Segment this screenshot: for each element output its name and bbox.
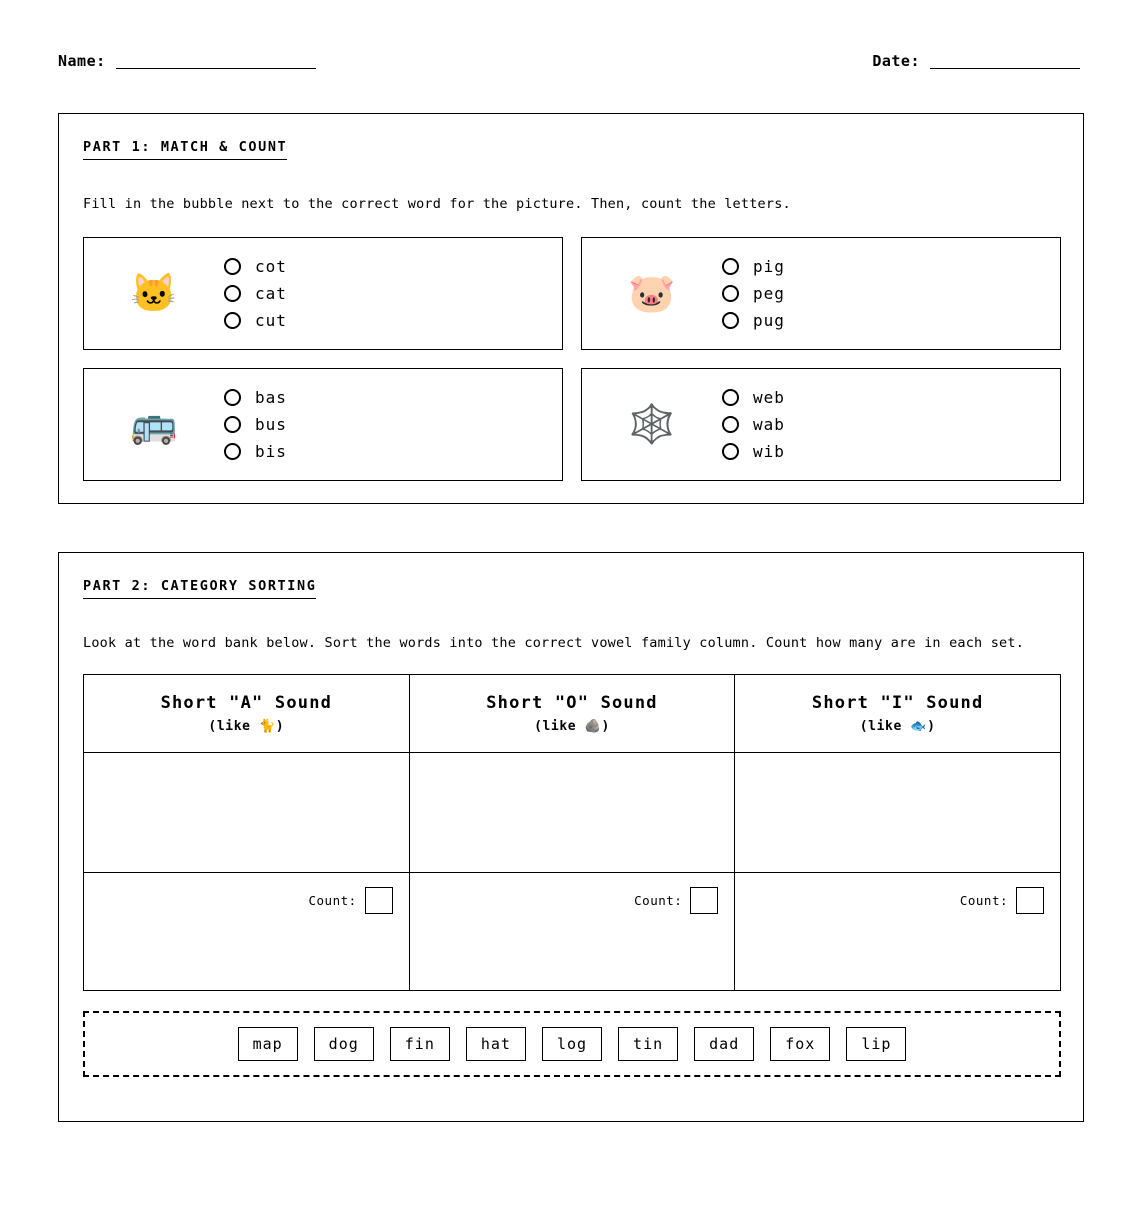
choice-label: cot <box>255 256 287 276</box>
bubble-icon[interactable] <box>224 258 241 275</box>
choice-option[interactable] <box>224 442 287 461</box>
word-bank-item[interactable]: lip <box>846 1027 906 1061</box>
match-card <box>83 368 563 481</box>
choice-label: bas <box>255 387 287 407</box>
column-header-short-i <box>735 674 1061 752</box>
choice-option[interactable] <box>722 311 785 330</box>
bubble-icon[interactable] <box>722 389 739 406</box>
word-bank-item[interactable]: fin <box>390 1027 450 1061</box>
table-work-row <box>84 752 1061 872</box>
column-title: Short "I" Sound <box>811 693 984 714</box>
choice-label: web <box>753 387 785 407</box>
choice-label: bis <box>255 441 287 461</box>
rock-emoji: 🪨 <box>584 719 602 735</box>
fish-emoji: 🐟 <box>910 719 928 735</box>
part-1-panel <box>58 113 1084 504</box>
choice-label: pug <box>753 310 785 330</box>
choice-option[interactable] <box>224 311 287 330</box>
sub-prefix: (like <box>859 719 911 735</box>
name-label: Name: <box>58 52 106 70</box>
count-label: Count: <box>959 892 1008 908</box>
bubble-icon[interactable] <box>722 285 739 302</box>
word-bank-item[interactable]: log <box>542 1027 602 1061</box>
count-label: Count: <box>634 892 683 908</box>
sub-prefix: (like <box>534 719 585 735</box>
spider-web-emoji: 🕸️ <box>628 402 676 447</box>
bubble-icon[interactable] <box>722 258 739 275</box>
column-header-short-a <box>84 674 410 752</box>
column-title: Short "O" Sound <box>486 693 658 714</box>
category-sorting-table <box>83 674 1061 991</box>
bubble-icon[interactable] <box>224 443 241 460</box>
word-bank-item[interactable]: map <box>238 1027 298 1061</box>
table-count-row <box>84 872 1061 990</box>
choice-option[interactable] <box>722 442 785 461</box>
count-label: Count: <box>308 892 357 908</box>
choice-label: wab <box>753 414 785 434</box>
sorting-area-short-o[interactable] <box>409 752 735 872</box>
match-card <box>83 237 563 350</box>
choice-label: peg <box>753 283 785 303</box>
choice-label: cut <box>255 310 287 330</box>
choice-option[interactable] <box>224 415 287 434</box>
part-2-title: PART 2: CATEGORY SORTING <box>83 578 316 599</box>
column-header-short-o <box>409 674 735 752</box>
match-and-count-grid <box>83 237 1059 481</box>
sub-suffix: ) <box>275 719 285 735</box>
bubble-icon[interactable] <box>722 312 739 329</box>
bubble-icon[interactable] <box>722 416 739 433</box>
date-label: Date: <box>872 52 920 70</box>
count-input-box[interactable] <box>1016 887 1044 914</box>
cat-face-emoji: 🐈 <box>258 719 276 735</box>
pig-face-emoji: 🐷 <box>628 271 676 316</box>
choice-label: pig <box>753 256 785 276</box>
sub-suffix: ) <box>601 719 610 735</box>
bubble-icon[interactable] <box>224 416 241 433</box>
column-subtitle <box>414 719 731 734</box>
date-write-line[interactable] <box>930 67 1080 69</box>
part-2-instructions: Look at the word bank below. Sort the words into the correct vowel family column. Count how many are in each set. <box>83 635 1025 651</box>
column-subtitle <box>739 719 1056 734</box>
choice-option[interactable] <box>722 257 785 276</box>
match-card <box>581 368 1061 481</box>
word-bank <box>83 1011 1061 1077</box>
school-bus-emoji: 🚌 <box>130 402 178 447</box>
bubble-icon[interactable] <box>224 285 241 302</box>
bubble-icon[interactable] <box>722 443 739 460</box>
choice-label: cat <box>255 283 287 303</box>
choice-label: bus <box>255 414 287 434</box>
match-card <box>581 237 1061 350</box>
sorting-area-short-a[interactable] <box>84 752 410 872</box>
name-write-line[interactable] <box>116 67 316 69</box>
part-2-panel <box>58 552 1084 1122</box>
word-bank-item[interactable]: hat <box>466 1027 526 1061</box>
count-input-box[interactable] <box>365 887 393 914</box>
sorting-area-short-i[interactable] <box>735 752 1061 872</box>
choice-option[interactable] <box>722 415 785 434</box>
sub-prefix: (like <box>208 719 259 735</box>
count-input-box[interactable] <box>690 887 718 914</box>
part-1-title: PART 1: MATCH & COUNT <box>83 139 287 160</box>
worksheet-header <box>0 0 1142 69</box>
name-field-group <box>58 54 316 69</box>
count-cell-short-i <box>735 872 1061 990</box>
word-bank-item[interactable]: dog <box>314 1027 374 1061</box>
column-title: Short "A" Sound <box>160 693 333 714</box>
word-bank-item[interactable]: fox <box>770 1027 830 1061</box>
cat-face-emoji: 🐱 <box>130 271 178 316</box>
count-cell-short-o <box>409 872 735 990</box>
part-1-instructions: Fill in the bubble next to the correct word for the picture. Then, count the letters. <box>83 196 791 212</box>
word-bank-item[interactable]: tin <box>618 1027 678 1061</box>
table-header-row <box>84 674 1061 752</box>
word-bank-item[interactable]: dad <box>694 1027 754 1061</box>
bubble-icon[interactable] <box>224 312 241 329</box>
choice-option[interactable] <box>224 257 287 276</box>
bubble-icon[interactable] <box>224 389 241 406</box>
date-field-group <box>872 54 1080 69</box>
choice-option[interactable] <box>224 284 287 303</box>
choice-group <box>722 257 785 330</box>
choice-group <box>224 388 287 461</box>
choice-label: wib <box>753 441 785 461</box>
choice-option[interactable] <box>224 388 287 407</box>
column-subtitle <box>88 719 405 734</box>
choice-option[interactable] <box>722 388 785 407</box>
count-cell-short-a <box>84 872 410 990</box>
choice-group <box>722 388 785 461</box>
choice-group <box>224 257 287 330</box>
choice-option[interactable] <box>722 284 785 303</box>
sub-suffix: ) <box>927 719 936 735</box>
